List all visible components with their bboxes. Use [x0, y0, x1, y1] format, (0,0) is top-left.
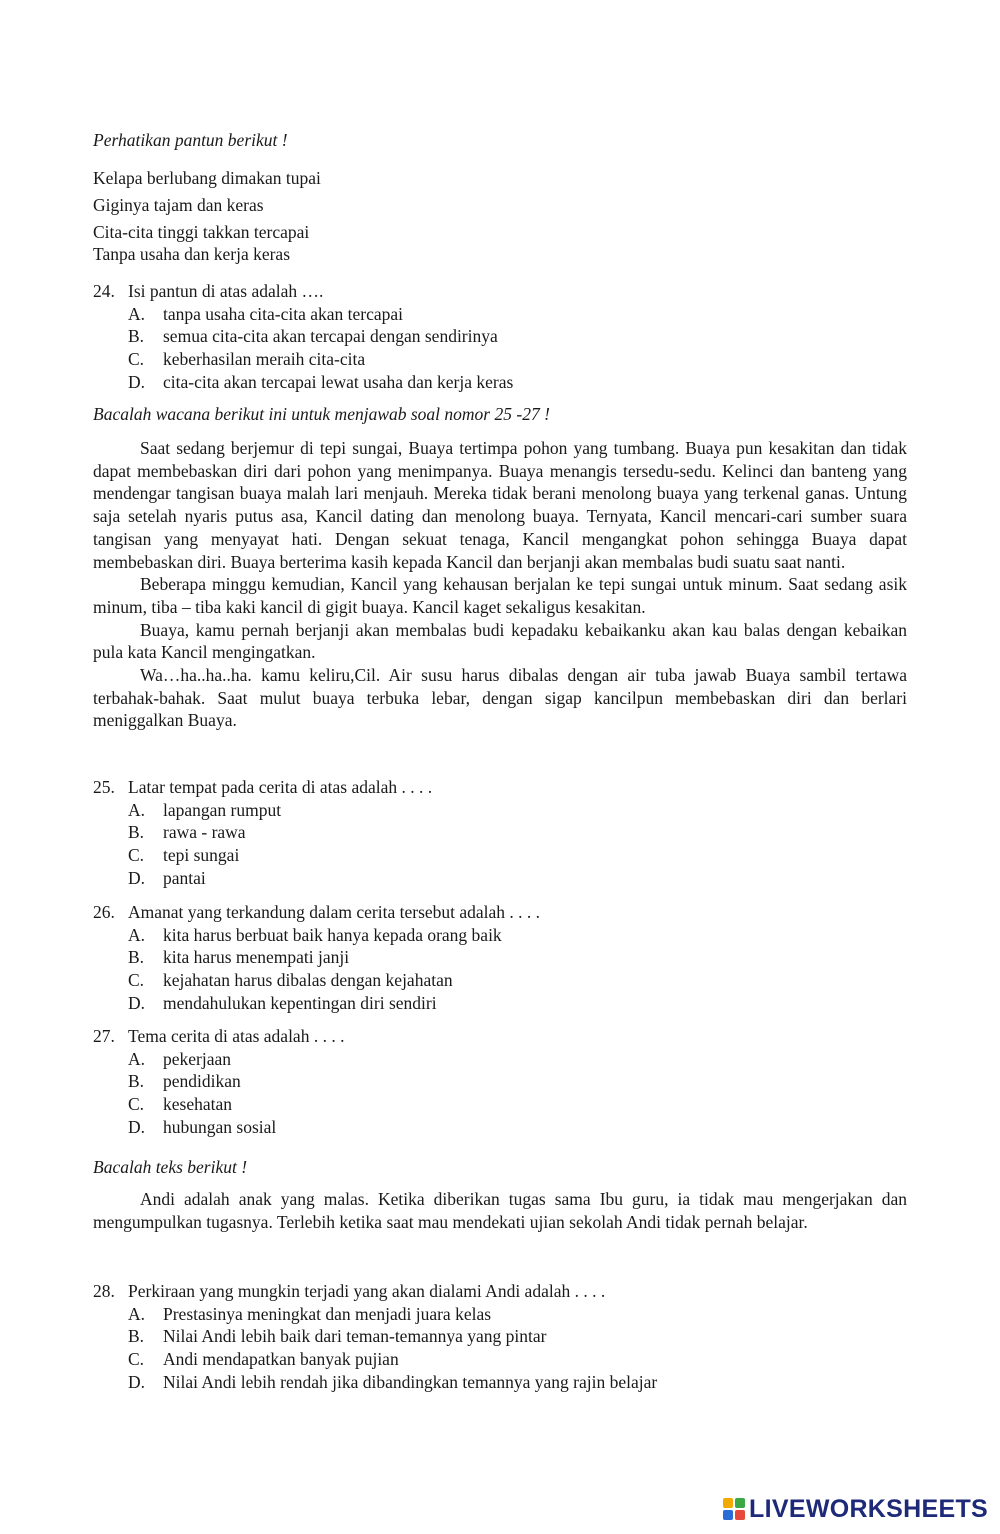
question-text: Tema cerita di atas adalah . . . .: [128, 1026, 345, 1046]
option-text: kita harus menempati janji: [163, 947, 350, 968]
option-text: keberhasilan meraih cita-cita: [163, 349, 366, 370]
option-text: kita harus berbuat baik hanya kepada orang baik: [163, 924, 502, 945]
option-letter: C.: [128, 1349, 145, 1370]
question-text: Isi pantun di atas adalah ….: [128, 281, 324, 301]
teks-block: [93, 1188, 907, 1233]
option-letter: A.: [128, 1303, 146, 1324]
pantun-block: [93, 167, 907, 266]
question-28: [93, 1280, 907, 1394]
option-a[interactable]: [93, 799, 907, 822]
option-a[interactable]: [93, 303, 907, 326]
option-text: kejahatan harus dibalas dengan kejahatan: [163, 970, 453, 991]
option-b[interactable]: [93, 325, 907, 348]
option-c[interactable]: [93, 969, 907, 992]
option-b[interactable]: [93, 1325, 907, 1348]
option-text: tepi sungai: [163, 845, 240, 866]
question-number: 28.: [93, 1281, 115, 1301]
option-text: Prestasinya meningkat dan menjadi juara kelas: [163, 1303, 492, 1324]
option-c[interactable]: [93, 348, 907, 371]
option-letter: A.: [128, 1048, 146, 1069]
option-d[interactable]: [93, 371, 907, 394]
option-letter: C.: [128, 845, 145, 866]
option-letter: D.: [128, 1371, 146, 1392]
logo-block: [723, 1498, 733, 1508]
story-paragraph: Saat sedang berjemur di tepi sungai, Buaya tertimpa pohon yang tumbang. Buaya pun kesakitan dan tidak dapat membebaskan diri dari pohon yang menimpanya. Buaya menangis tersedu-sedu. Kelinci dan banteng yang mendengar tangisan buaya malah lari menjauh. Mereka tidak berani menolong buaya yang terkenal ganas. Untung saja setelah nyaris putus asa, Kancil dating dan menolong buaya. Ternyata, Kancil mencari-cari sumber suara tangisan yang menyayat hati. Dengan sekuat tenaga, Kancil mengangkat pohon sehingga Buaya dapat membebaskan diri. Buaya berterima kasih kepada Kancil dan berjanji akan membalas budi suatu saat nanti.: [93, 438, 907, 572]
option-text: hubungan sosial: [163, 1116, 277, 1137]
teks-instruction: Bacalah teks berikut !: [93, 1157, 248, 1177]
pantun-line: Kelapa berlubang dimakan tupai: [93, 168, 321, 188]
option-text: rawa - rawa: [163, 822, 246, 843]
option-text: tanpa usaha cita-cita akan tercapai: [163, 303, 403, 324]
logo-blocks-icon: [723, 1498, 745, 1520]
option-letter: A.: [128, 924, 146, 945]
option-letter: D.: [128, 1116, 146, 1137]
option-b[interactable]: [93, 1070, 907, 1093]
question-number: 25.: [93, 777, 115, 797]
option-d[interactable]: [93, 867, 907, 890]
option-text: semua cita-cita akan tercapai dengan sendirinya: [163, 326, 498, 347]
question-text: Amanat yang terkandung dalam cerita tersebut adalah . . . .: [128, 902, 541, 922]
option-text: Nilai Andi lebih baik dari teman-temannya yang pintar: [163, 1326, 547, 1347]
question-text: Latar tempat pada cerita di atas adalah . . . .: [128, 777, 433, 797]
option-b[interactable]: [93, 821, 907, 844]
question-number: 24.: [93, 281, 115, 301]
option-letter: C.: [128, 970, 145, 991]
option-letter: A.: [128, 799, 146, 820]
question-text: Perkiraan yang mungkin terjadi yang akan dialami Andi adalah . . . .: [128, 1281, 606, 1301]
option-text: lapangan rumput: [163, 799, 282, 820]
option-b[interactable]: [93, 946, 907, 969]
option-c[interactable]: [93, 1093, 907, 1116]
story-paragraph: Beberapa minggu kemudian, Kancil yang kehausan berjalan ke tepi sungai untuk minum. Saat sedang asik minum, tiba – tiba kaki kancil di gigit buaya. Kancil kaget sekaligus kesakitan.: [93, 574, 907, 617]
wacana-instruction: Bacalah wacana berikut ini untuk menjawab soal nomor 25 -27 !: [93, 404, 550, 424]
option-d[interactable]: [93, 1116, 907, 1139]
option-text: mendahulukan kepentingan diri sendiri: [163, 992, 437, 1013]
option-letter: B.: [128, 1071, 145, 1092]
option-d[interactable]: [93, 1371, 907, 1394]
option-text: pendidikan: [163, 1071, 241, 1092]
question-26: [93, 901, 907, 1015]
option-d[interactable]: [93, 992, 907, 1015]
option-letter: C.: [128, 349, 145, 370]
option-letter: B.: [128, 822, 145, 843]
option-letter: B.: [128, 1326, 145, 1347]
option-text: kesehatan: [163, 1094, 232, 1115]
question-27: [93, 1025, 907, 1139]
story-paragraph: Buaya, kamu pernah berjanji akan membalas budi kepadaku kebaikanku akan kau balas dengan kebaikan pula kata Kancil mengingatkan.: [93, 619, 907, 663]
option-text: Nilai Andi lebih rendah jika dibandingkan temannya yang rajin belajar: [163, 1371, 658, 1392]
option-letter: D.: [128, 992, 146, 1013]
option-letter: A.: [128, 303, 146, 324]
logo-block: [723, 1510, 733, 1520]
logo-block: [735, 1510, 745, 1520]
teks-paragraph: Andi adalah anak yang malas. Ketika diberikan tugas sama Ibu guru, ia tidak mau mengerjakan dan mengumpulkan tugasnya. Terlebih ketika saat mau mendekati ujian sekolah Andi tidak pernah belajar.: [93, 1189, 907, 1232]
pantun-line: Giginya tajam dan keras: [93, 195, 264, 215]
question-number: 27.: [93, 1026, 115, 1046]
option-a[interactable]: [93, 924, 907, 947]
pantun-line: Cita-cita tinggi takkan tercapai: [93, 222, 310, 242]
story-text: [93, 437, 907, 732]
option-text: cita-cita akan tercapai lewat usaha dan kerja keras: [163, 371, 514, 392]
option-text: pekerjaan: [163, 1048, 232, 1069]
question-24: [93, 280, 907, 394]
option-letter: B.: [128, 326, 145, 347]
liveworksheets-logo[interactable]: [723, 1494, 988, 1524]
option-letter: B.: [128, 947, 145, 968]
logo-block: [735, 1498, 745, 1508]
story-paragraph: Wa…ha..ha..ha. kamu keliru,Cil. Air susu harus dibalas dengan air tuba jawab Buaya sambil tertawa terbahak-bahak. Saat mulut buaya terbuka lebar, dengan sigap kancilpun membebaskan diri dan berlari meniggalkan Buaya.: [93, 665, 907, 731]
option-text: pantai: [163, 867, 206, 888]
option-letter: D.: [128, 867, 146, 888]
option-c[interactable]: [93, 844, 907, 867]
question-number: 26.: [93, 902, 115, 922]
logo-text: LIVEWORKSHEETS: [749, 1494, 988, 1523]
option-letter: D.: [128, 371, 146, 392]
option-a[interactable]: [93, 1303, 907, 1326]
option-c[interactable]: [93, 1348, 907, 1371]
question-25: [93, 776, 907, 890]
option-a[interactable]: [93, 1048, 907, 1071]
option-text: Andi mendapatkan banyak pujian: [163, 1349, 399, 1370]
option-letter: C.: [128, 1094, 145, 1115]
pantun-instruction: Perhatikan pantun berikut !: [93, 130, 288, 150]
pantun-line: Tanpa usaha dan kerja keras: [93, 244, 291, 264]
